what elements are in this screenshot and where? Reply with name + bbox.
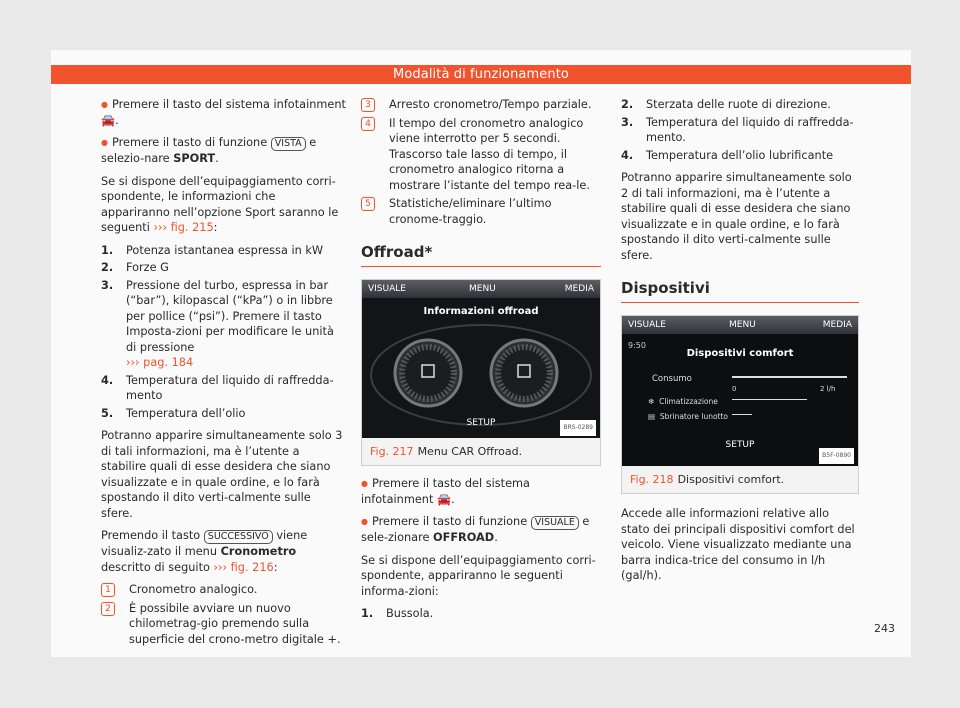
offroad-info-list [361,606,601,622]
list-item [101,373,346,404]
callout-text: Il tempo del cronometro analogico viene interrotto per 5 secondi. Trascorso tale lasso di tempo, il cronometro analogico ritorna a mostrare l’istante del tempo rea-le. [389,116,590,192]
figure-217 [361,279,601,467]
callout-number: 3 [361,98,375,112]
callout-text: Cronometro analogico. [129,583,258,596]
manual-page [51,50,911,657]
bullet-infotainment-2: ● Premere il tasto del sistema infotainment 🚘. [361,476,601,507]
list-text: Temperatura del liquido di raffredda-mento. [646,115,854,144]
list-number: 3. [101,278,114,292]
list-number: 2. [101,261,114,274]
callout-number: 1 [101,583,115,597]
list-item [101,243,346,259]
callout-item [361,116,601,194]
car-icon: 🚘 [101,113,116,127]
paragraph-dispositivi: Accede alle informazioni relative allo stato dei principali dispositivi comfort del veicolo. Viene visualizzato mediante una barra indica-trice del consumo in l/h (gal/h). [621,507,855,582]
section-title-dispositivi: Dispositivi [621,281,859,303]
bullet-infotainment: ● Premere il tasto del sistema infotainment 🚘. [101,97,346,128]
tab-media: MEDIA [564,283,594,294]
column-2 [361,97,601,629]
page-reference[interactable]: ››› pag. 184 [126,356,194,369]
climatizzazione-bar [732,399,807,400]
tab-menu: MENU [729,319,756,330]
list-item [361,606,601,622]
callout-number: 4 [361,117,375,131]
fig-reference-216[interactable]: ››› fig. 216 [213,560,274,574]
callout-text: È possibile avviare un nuovo chilometrag-gio premendo sulla superficie del crono-metro digitale +. [129,601,341,646]
bullet-visuale: ● Premere il tasto di funzione VISUALE e sele-zionare OFFROAD. [361,514,601,546]
callout-text: Arresto cronometro/Tempo parziale. [389,98,592,111]
comfort-screen [622,316,858,466]
list-text: Temperatura dell’olio [126,406,246,420]
list-item [101,278,346,371]
vista-key: VISTA [271,137,306,151]
screen-title: Dispositivi comfort [686,347,794,359]
list-number: 1. [101,243,114,257]
screen-title: Informazioni offroad [423,305,539,317]
list-text: Sterzata delle ruote di direzione. [646,98,831,111]
sbrinatore-bar [732,414,752,415]
setup-label: SETUP [725,440,755,450]
tab-media: MEDIA [822,319,852,330]
list-number: 2. [621,98,634,111]
figure-218 [621,315,859,495]
paragraph-successivo: Premendo il tasto SUCCESSIVO viene visualiz-zato il menu Cronometro descritto di seguito ››› fig. 216: [101,529,308,574]
page-header: Modalità di funzionamento [51,65,911,84]
gauge-left-scale [402,347,454,399]
fig-reference-215[interactable]: ››› fig. 215 [153,221,214,234]
column-1 [101,97,346,650]
consumo-label: Consumo [652,373,692,384]
list-number: 4. [621,148,634,162]
list-item [621,97,859,113]
list-number: 5. [101,406,114,420]
offroad-gauges [362,280,600,438]
figure-code: B5F-0890 [819,448,854,464]
gauge-right-scale [498,347,550,399]
figure-code: BRS-0289 [560,420,596,436]
callout-list-1 [101,582,346,647]
list-item [621,115,859,146]
section-title-offroad: Offroad* [361,245,601,267]
tab-visuale: VISUALE [368,283,406,294]
list-text: Temperatura dell’olio lubrificante [646,148,834,162]
callout-text: Statistiche/eliminare l’ultimo cronome-traggio. [389,197,552,226]
callout-number: 5 [361,197,375,211]
column-3 [621,97,859,591]
list-text: Bussola. [386,607,434,620]
offroad-info-list-cont [621,97,859,163]
callout-item [361,196,601,227]
bullet-vista: ● Premere il tasto di funzione VISTA e selezio-nare SPORT. [101,135,346,167]
list-text: Pressione del turbo, espressa in bar (“bar”), kilopascal (“kPa”) o in libbre per pollice (“psi”). Premere il tasto Imposta-zioni per modificare le unità di pressione ››› pag. 184 [126,278,334,369]
snowflake-icon: ❄ [648,396,655,406]
sport-info-list [101,243,346,422]
page-number: 243 [874,622,895,635]
consumo-bar [732,376,847,378]
paragraph-spheres-2: Potranno apparire simultaneamente solo 2 di tali informazioni, ma è l’utente a stabilire quali di esse desidera che siano visualizzate e in quale ordine, e lo farà spostando il dito verti-calmente sulle sfere. [621,171,852,262]
scale-min: 0 [732,384,737,393]
list-number: 1. [361,607,374,620]
callout-item [101,601,346,648]
defrost-icon: ▤ [648,411,656,421]
visuale-key: VISUALE [531,516,579,530]
tab-visuale: VISUALE [628,319,666,330]
callout-list-2 [361,97,601,227]
callout-item [101,582,346,598]
list-text: Temperatura del liquido di raffredda-mento [126,373,334,402]
screen-topbar [622,316,858,334]
figure-caption: Fig. 218 Dispositivi comfort. [630,472,785,486]
successivo-key: SUCCESSIVO [204,530,273,544]
list-item [101,260,346,276]
paragraph-spheres: Potranno apparire simultaneamente solo 3 di tali informazioni, ma è l’utente a stabilire quali di esse desidera che siano visualizzate e in quale ordine, e lo farà spostando il dito verti-calmente sulle sfere. [101,429,343,520]
item-climatizzazione: ❄ Climatizzazione [648,396,718,406]
paragraph-offroad: Se si dispone dell’equipaggiamento corri-spondente, appariranno le seguenti informa-zioni: [361,553,596,598]
tab-menu: MENU [469,283,496,294]
setup-label: SETUP [466,418,496,428]
list-item [621,148,859,164]
list-text: Forze G [126,261,169,274]
offroad-screen [362,280,600,438]
list-number: 3. [621,115,634,129]
list-item [101,406,346,422]
callout-number: 2 [101,602,115,616]
callout-item [361,97,601,113]
list-number: 4. [101,373,114,387]
list-text: Potenza istantanea espressa in kW [126,243,324,257]
figure-caption: Fig. 217 Menu CAR Offroad. [370,444,523,458]
paragraph-sport: Se si dispone dell’equipaggiamento corri-spondente, le informazioni che appariranno nell’opzione Sport saranno le seguenti ››› fig. 215: [101,174,339,234]
item-sbrinatore: ▤ Sbrinatore lunotto [648,411,729,421]
clock: 9:50 [628,340,646,350]
car-icon: 🚘 [436,492,452,506]
scale-max: 2 l/h [820,384,836,393]
